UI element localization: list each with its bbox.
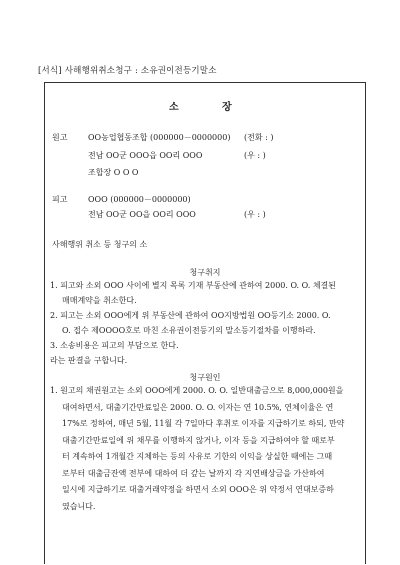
plaintiff-label: 원고: [52, 133, 68, 142]
defendant-postal: (우 : ): [244, 210, 266, 219]
claim-purpose-item-1-cont: 매매계약을 취소한다.: [62, 296, 137, 305]
plaintiff-name: OO농업협동조합 (000000－0000000): [88, 133, 231, 142]
claim-cause-line: 일시에 지급하기로 대출거래약정을 하면서 소외 OOO은 위 약정서 연대보증하: [62, 485, 334, 494]
defendant-label: 피고: [52, 195, 68, 204]
claim-purpose-heading: 청구취지: [189, 268, 221, 277]
claim-cause-line: 터 계속하여 1개월간 지체하는 등의 사유로 기한의 이익을 상실한 때에는 그때: [62, 452, 333, 461]
plaintiff-representative: 조합장 O O O: [88, 168, 139, 177]
claim-purpose-item-2: 2. 피고는 소외 OOO에게 위 부동산에 관하여 OO지방법원 OO등기소 2000. O.: [50, 311, 331, 320]
claim-cause-line: 17%로 정하여, 매년 5월, 11월 각 7일마다 후취로 이자를 지급하기로 하되, 만약: [62, 419, 345, 428]
claim-cause-body: [50, 383, 362, 515]
claim-cause-line: 대출기간만료일에 위 채무를 이행하지 않거나, 이자 등을 지급하여야 할 때로부: [62, 435, 335, 445]
claim-purpose-item-3: 3. 소송비용은 피고의 부담으로 한다.: [50, 341, 179, 350]
plaintiff-postal: (우 : ): [244, 151, 266, 160]
claim-cause-line: 였습니다.: [62, 501, 96, 511]
document-title-char-1: 소: [169, 102, 179, 113]
defendant-address: 전남 OO군 OO읍 OO리 OOO: [88, 210, 196, 219]
plaintiff-address: 전남 OO군 OOO읍 OO리 OOO: [88, 151, 203, 160]
claim-purpose-item-2-cont: O. 접수 제OOOO호로 마친 소유권이전등기의 말소등기절차를 이행하라.: [62, 326, 316, 335]
claim-cause-line: 대여하면서, 대출기간만료일은 2000. O. O. 이자는 연 10.5%, 연체이율은 연: [62, 402, 334, 412]
claim-purpose-closing: 라는 판결을 구합니다.: [50, 356, 128, 365]
claim-purpose-item-1: 1. 피고와 소외 OOO 사이에 별지 목록 기재 부동산에 관하여 2000. O. O. 체결된: [50, 281, 337, 290]
defendant-name: OOO (000000－0000000): [88, 195, 191, 204]
claim-cause-line: 1. 원고의 채권원고는 소외 OOO에게 2000. O. O. 일반대출금으로 8,000,000원을: [50, 386, 344, 395]
claim-cause-line: 로부터 대출금잔액 전부에 대하여 더 갚는 날까지 각 지연배상금을 가산하여: [62, 468, 325, 478]
form-label: [서식] 사해행위취소청구 : 소유권이전등기말소: [38, 66, 217, 76]
case-name: 사해행위 취소 등 청구의 소: [52, 240, 148, 249]
plaintiff-phone: (전화 : ): [244, 133, 274, 142]
document-title-char-2: 장: [222, 102, 232, 113]
claim-purpose-list: [50, 278, 362, 368]
claim-cause-heading: 청구원인: [189, 373, 221, 382]
